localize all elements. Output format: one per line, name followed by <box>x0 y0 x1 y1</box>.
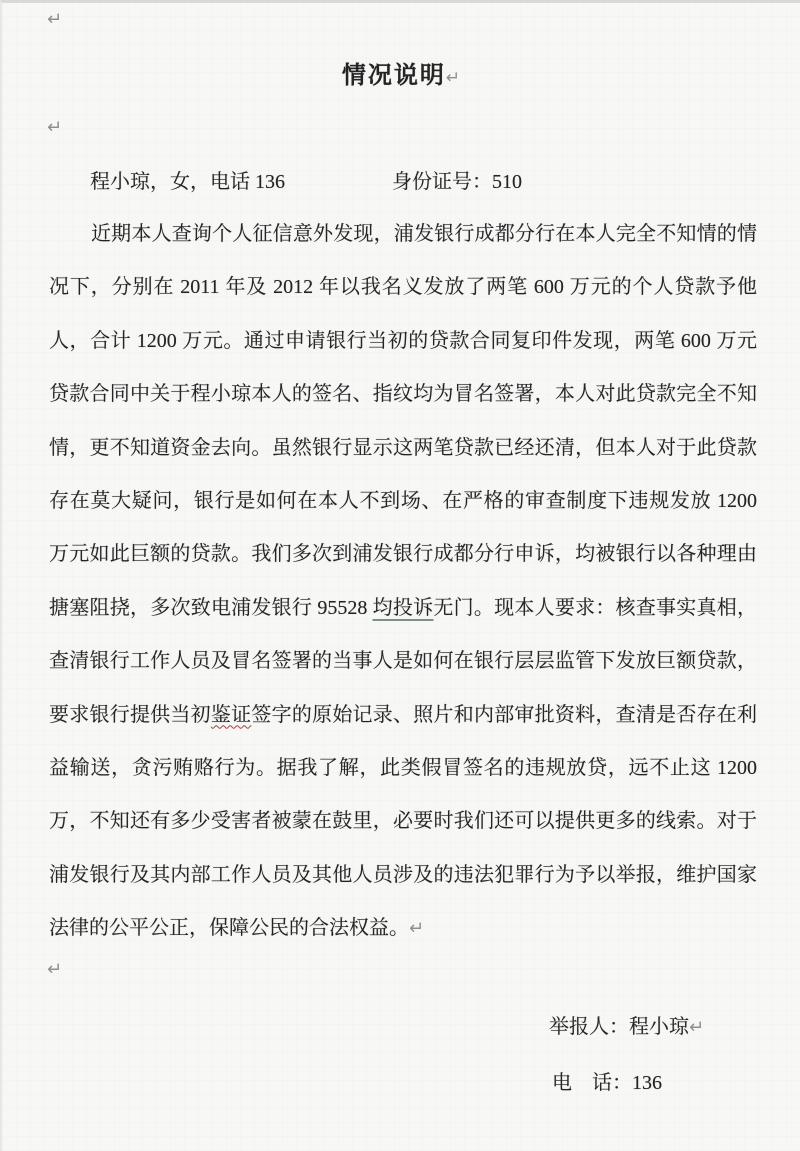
body-line-segment: 法律的公平公正，保障公民的合法权益。 <box>49 917 409 940</box>
pilcrow-icon: ↵ <box>47 959 63 980</box>
reporter-info-line <box>49 165 757 199</box>
body-line: 益输送，贪污贿赂行为。据我了解，此类假冒签名的违规放贷，远不止这 1200 <box>49 756 757 779</box>
signature-reporter-line <box>549 1011 704 1044</box>
title-row <box>2 55 800 90</box>
body-line: 浦发银行及其内部工作人员及其他人员涉及的违法犯罪行为予以举报，维护国家 <box>49 863 757 886</box>
grammar-underlined-text: 均投诉 <box>372 596 434 619</box>
body-line-segment: 搪塞阻挠，多次致电浦发银行 95528 <box>49 596 373 619</box>
body-line: 查清银行工作人员及冒名签署的当事人是如何在银行层层监管下发放巨额贷款， <box>49 650 757 673</box>
signature-reporter-name: 举报人：程小琼 <box>549 1016 689 1038</box>
page-title: 情况说明 <box>341 63 446 89</box>
pilcrow-icon: ↵ <box>47 117 63 138</box>
body-line-segment: 签字的原始记录、照片和内部审批资料，查清是否存在利 <box>251 703 758 726</box>
body-line: 存在莫大疑问，银行是如何在本人不到场、在严格的审查制度下违规发放 1200 <box>49 489 757 512</box>
body-line: 情，更不知道资金去向。虽然银行显示这两笔贷款已经还清，但本人对于此贷款 <box>49 436 757 459</box>
body-line: 万，不知还有多少受害者被蒙在鼓里，必要时我们还可以提供更多的线索。对于 <box>49 810 757 833</box>
body-line-segment: 无门。现本人要求：核查事实真相， <box>433 596 758 619</box>
body-line: 万元如此巨额的贷款。我们多次到浦发银行成都分行申诉，均被银行以各种理由 <box>49 543 757 566</box>
body-line: 人，合计 1200 万元。通过申请银行当初的贷款合同复印件发现，两笔 600 万元 <box>49 329 757 352</box>
body-line-with-spellcheck-mark <box>49 689 757 742</box>
signature-phone-number: 电 话：136 <box>552 1072 662 1094</box>
body-line-with-grammar-mark <box>49 582 757 635</box>
reporter-name-phone: 程小琼，女，电话 136 <box>90 171 285 193</box>
pilcrow-icon: ↵ <box>409 918 425 940</box>
body-line: 近期本人查询个人征信意外发现，浦发银行成都分行在本人完全不知情的情 <box>91 223 757 245</box>
body-paragraph <box>49 208 757 955</box>
pilcrow-icon: ↵ <box>47 9 63 30</box>
pilcrow-icon: ↵ <box>689 1017 705 1038</box>
body-line: 贷款合同中关于程小琼本人的签名、指纹均为冒名签署，本人对此贷款完全不知 <box>49 383 757 406</box>
spellcheck-underlined-text: 鉴证 <box>210 703 252 726</box>
body-line <box>49 902 757 955</box>
pilcrow-icon: ↵ <box>445 68 461 88</box>
reporter-id-number: 身份证号：510 <box>392 171 522 193</box>
body-line: 况下，分别在 2011 年及 2012 年以我名义发放了两笔 600 万元的个人贷款予他 <box>49 276 757 299</box>
body-line-segment: 要求银行提供当初 <box>49 703 211 726</box>
signature-phone-line <box>552 1067 662 1099</box>
